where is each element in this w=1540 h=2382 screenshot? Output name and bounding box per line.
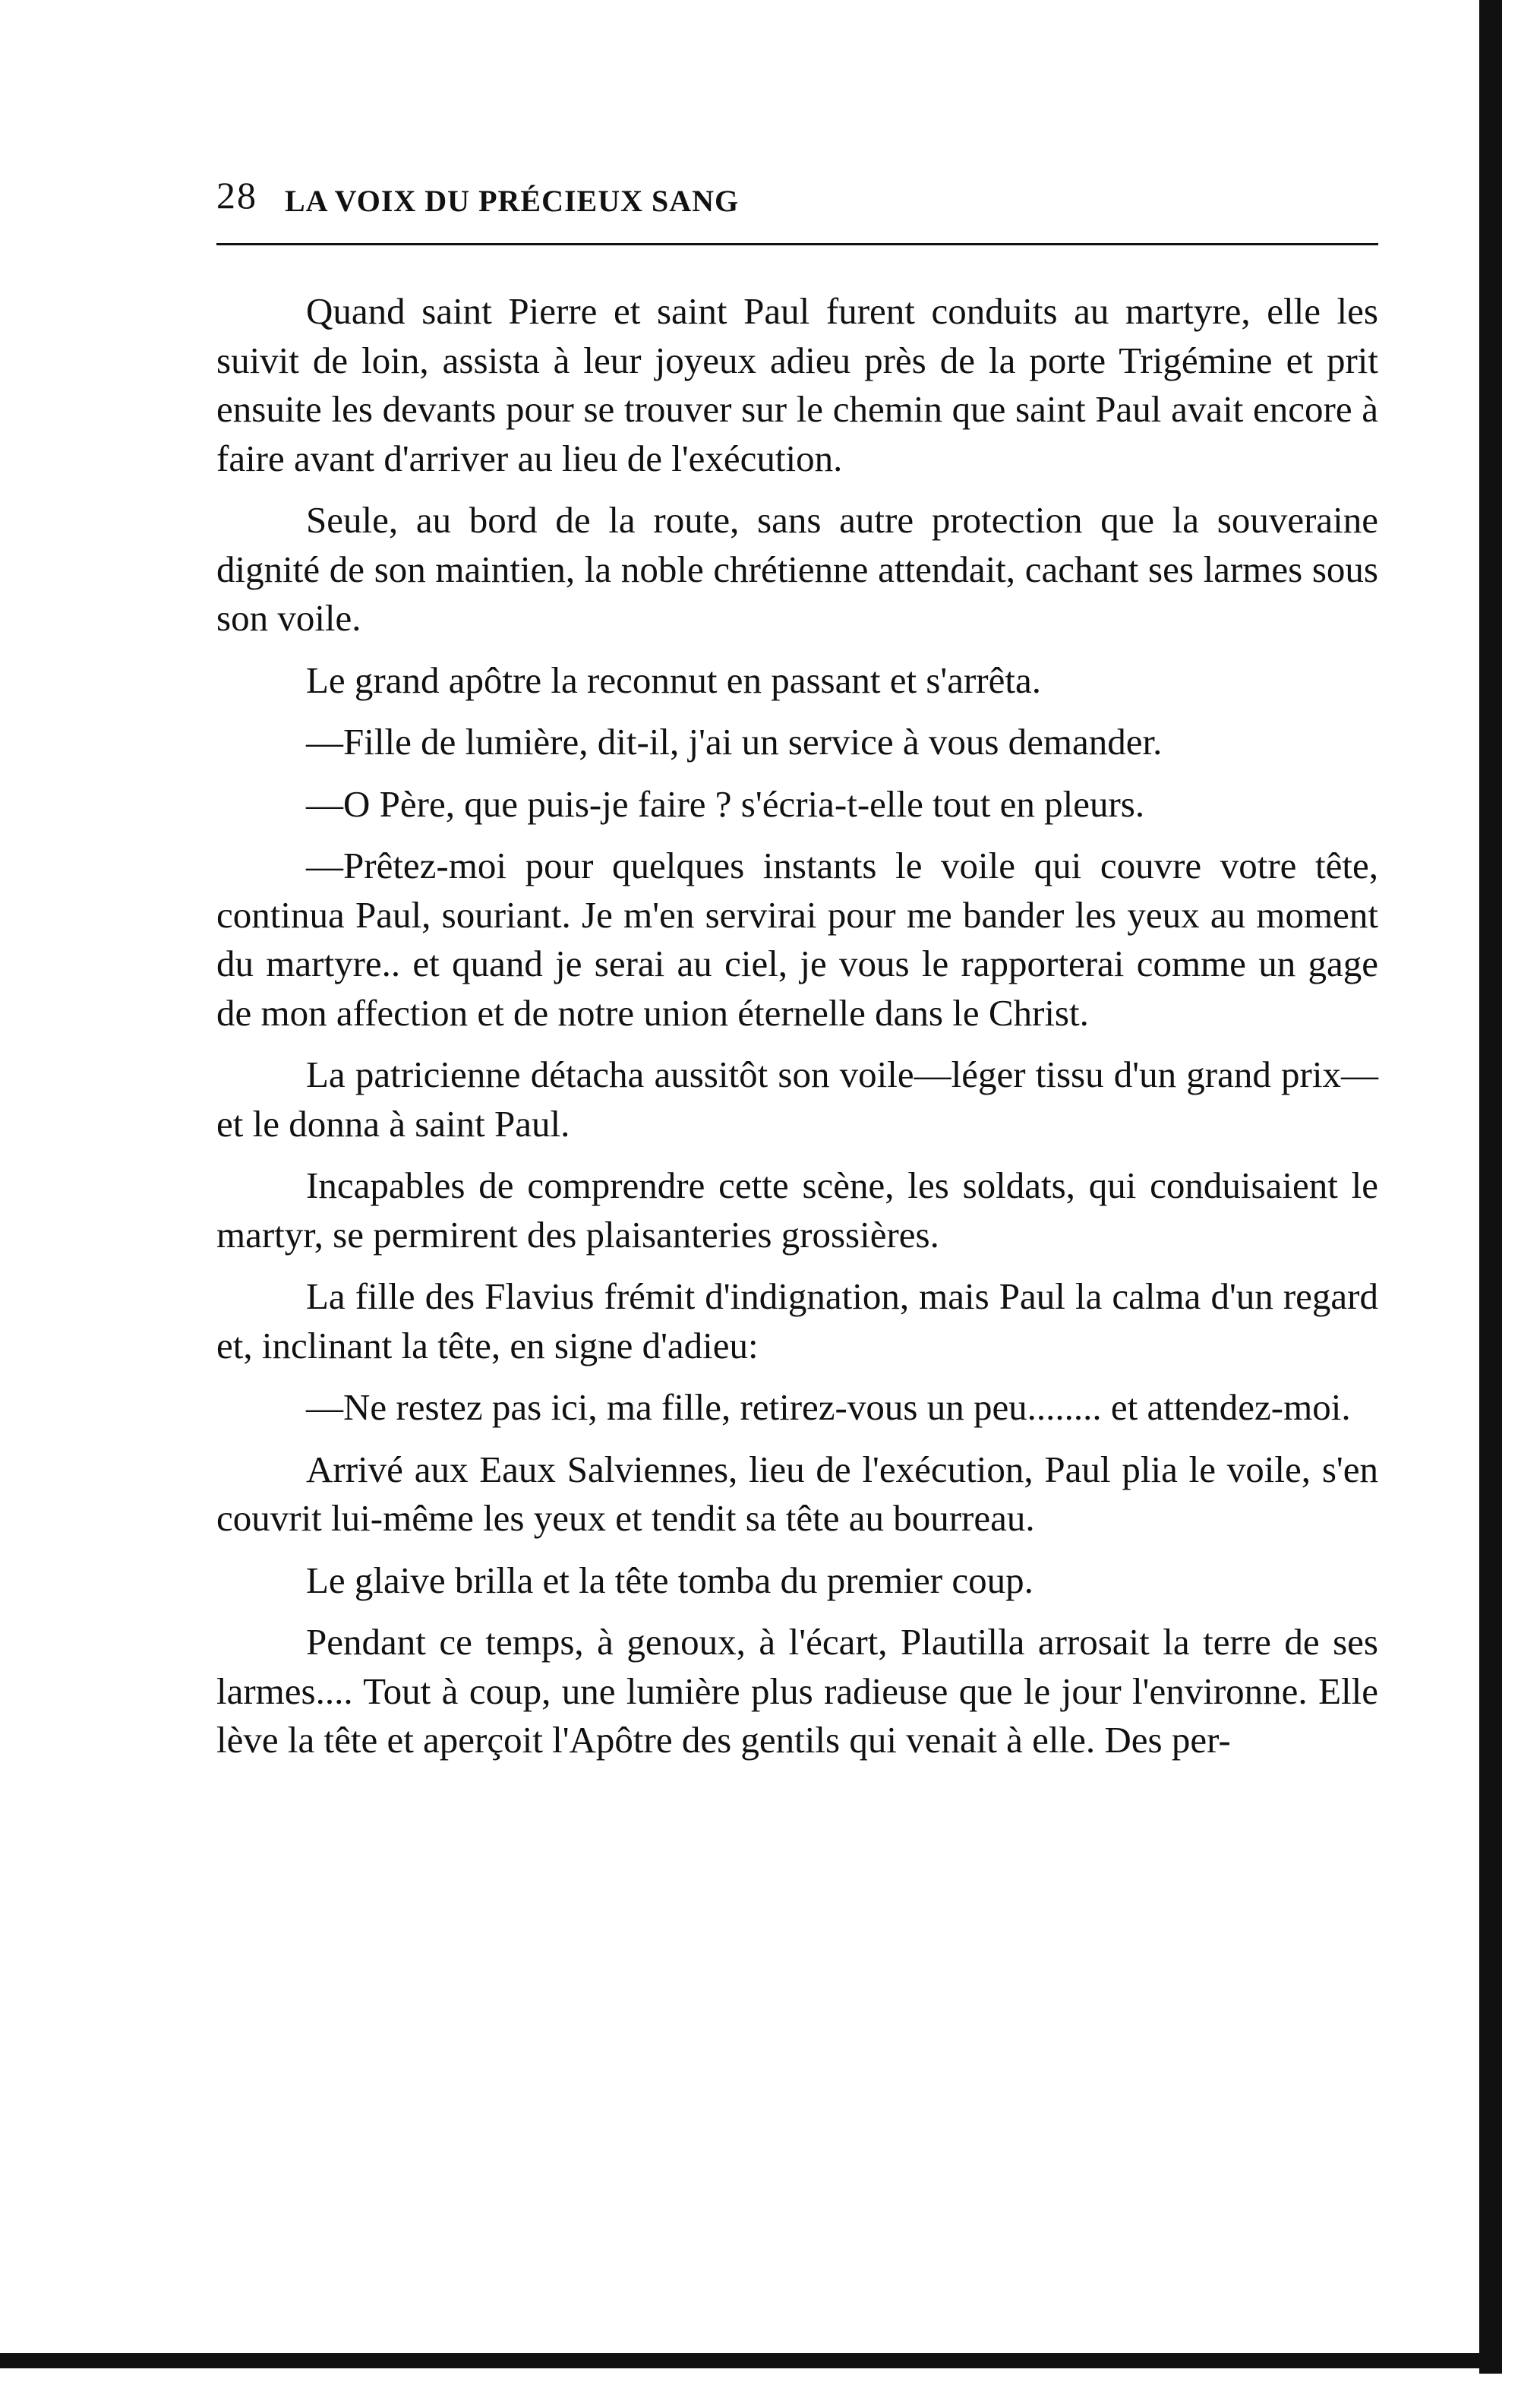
paragraph: Pendant ce temps, à genoux, à l'écart, Plautilla arrosait la terre de ses larmes.... Tout à coup, une lumière plus radieuse que le jour l'environne. Elle lève la tête et aperçoit l'Apôtre des gentils qui venait à elle. Des per- [216,1621,1378,1761]
header-rule [216,243,1378,245]
paragraph: —Ne restez pas ici, ma fille, retirez-vous un peu........ et attendez-moi. [306,1386,1351,1428]
paragraph: Quand saint Pierre et saint Paul furent conduits au martyre, elle les suivit de loin, assista à leur joyeux adieu près de la porte Trigémine et prit ensuite les devants pour se trouver sur le chemin que saint Paul avait encore à faire avant d'arriver au lieu de l'exécution. [216,290,1378,479]
paragraph: La patricienne détacha aussitôt son voile—léger tissu d'un grand prix—et le donna à saint Paul. [216,1054,1378,1145]
paragraph: Seule, au bord de la route, sans autre protection que la souveraine dignité de son maintien, la noble chrétienne attendait, cachant ses larmes sous son voile. [216,499,1378,639]
body-text [216,287,1378,1765]
paragraph: —Fille de lumière, dit-il, j'ai un service à vous demander. [306,721,1163,763]
paragraph: Le grand apôtre la reconnut en passant et s'arrêta. [306,659,1041,701]
paragraph: —O Père, que puis-je faire ? s'écria-t-elle tout en pleurs. [306,782,1145,825]
page-bottom-bar [0,2353,1502,2368]
paragraph: Le glaive brilla et la tête tomba du premier coup. [306,1559,1034,1601]
paragraph: Incapables de comprendre cette scène, les soldats, qui conduisaient le martyr, se permirent des plaisanteries grossières. [216,1164,1378,1256]
page-header [216,169,1378,229]
paragraph: La fille des Flavius frémit d'indignation, mais Paul la calma d'un regard et, inclinant la tête, en signe d'adieu: [216,1275,1378,1366]
running-title: LA VOIX DU PRÉCIEUX SANG [285,184,740,218]
page-number: 28 [216,174,257,216]
paragraph: —Prêtez-moi pour quelques instants le voile qui couvre votre tête, continua Paul, souriant. Je m'en servirai pour me bander les yeux au moment du martyre.. et quand je serai au ciel, je vous le rapporterai comme un gage de mon affection et de notre union éternelle dans le Christ. [216,845,1378,1034]
page-edge-bar [1479,0,1502,2374]
paragraph: Arrivé aux Eaux Salviennes, lieu de l'exécution, Paul plia le voile, s'en couvrit lui-même les yeux et tendit sa tête au bourreau. [216,1448,1378,1539]
